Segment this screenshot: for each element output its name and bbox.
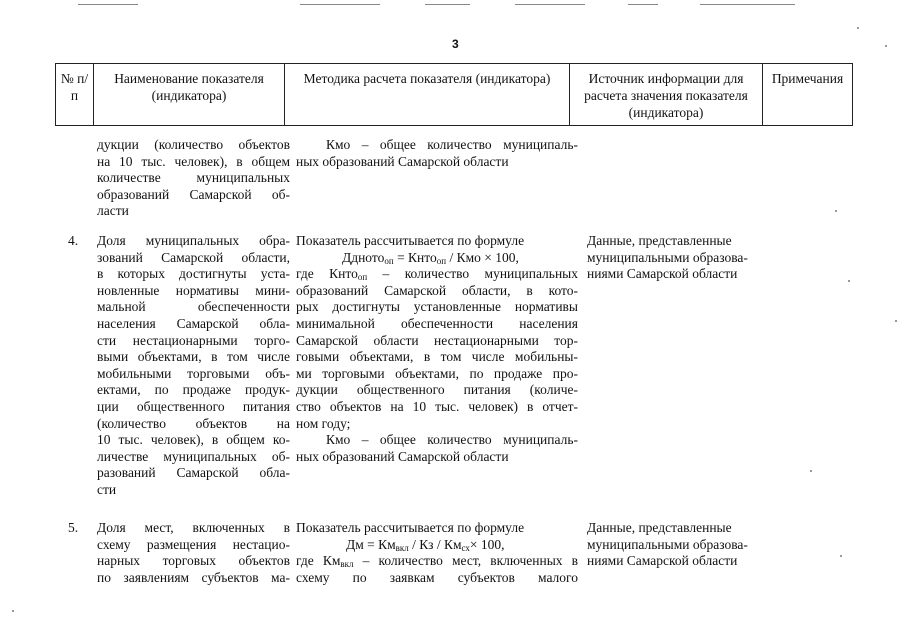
text-line: (количество объектов на <box>97 415 290 431</box>
text-line: населения Самарской обла- <box>97 315 290 331</box>
row5-source-cell <box>587 520 777 570</box>
text-line: личестве муниципальных об- <box>97 448 290 464</box>
text-line: схему размещения нестацио- <box>97 536 290 552</box>
scan-speck <box>895 320 897 322</box>
text-line: Кмо – общее количество муниципаль- <box>326 432 578 448</box>
text-line: ство объектов на 10 тыс. человек) в отчет- <box>296 398 578 414</box>
text-line: дукции общественного питания (количе- <box>296 382 578 398</box>
text-line: ектами, по продаже продук- <box>97 382 290 398</box>
text-line: где Кнто$_{оп}$ – количество муниципальных <box>296 266 578 283</box>
text-line: Кмо – общее количество муниципаль- <box>326 137 578 152</box>
text-line: Самарской области нестационарными тор- <box>296 332 578 348</box>
row4-method-cell <box>296 233 578 465</box>
header-col-notes: Примечания <box>763 64 853 126</box>
text-line: муниципальными образова- <box>587 249 748 265</box>
text-line: Доля мест, включенных в <box>97 520 290 535</box>
header-col-method: Методика расчета показателя (индикатора) <box>285 64 570 126</box>
text-line: сти <box>97 481 117 497</box>
method-intro: Показатель рассчитывается по формуле <box>296 233 525 248</box>
row5-name-cell <box>97 520 290 586</box>
top-rule <box>700 4 795 5</box>
text-line: в которых достигнуты уста- <box>97 266 290 282</box>
text-line: ниями Самарской области <box>587 553 738 569</box>
top-rule <box>78 4 138 5</box>
text-line: схему по заявкам субъектов малого <box>296 569 578 585</box>
text-line: мобильными торговыми объ- <box>97 365 290 381</box>
scan-speck <box>857 27 859 29</box>
text-line: ном году; <box>296 415 351 431</box>
text-line: где $Км_{вкл}$ – количество мест, включенных в <box>296 553 578 570</box>
text-line: на 10 тыс. человек), в общем <box>97 153 290 169</box>
text-line: рых достигнуты установленные нормативы <box>296 299 578 315</box>
top-rule <box>300 4 380 5</box>
scan-speck <box>12 610 14 612</box>
text-line: ции общественного питания <box>97 398 290 414</box>
scan-speck <box>840 555 842 557</box>
text-line: образований Самарской об- <box>97 186 290 202</box>
text-line: ных образований Самарской области <box>296 153 509 169</box>
row-number: 4. <box>68 233 79 248</box>
text-line: минимальной обеспеченности населения <box>296 315 578 331</box>
top-rule <box>628 4 658 5</box>
text-line: говыми объектами, в том числе мобильны- <box>296 349 578 365</box>
text-line: Доля муниципальных обра- <box>97 233 290 248</box>
page-number: 3 <box>452 37 459 51</box>
method-intro: Показатель рассчитывается по формуле <box>296 520 525 535</box>
header-col-name: Наименование показателя (индикатора) <box>94 64 285 126</box>
text-line: муниципальными образова- <box>587 536 748 552</box>
text-line: ласти <box>97 203 129 219</box>
text-line: Данные, представленные <box>587 520 732 535</box>
text-line: сти нестационарными торго- <box>97 332 290 348</box>
scan-speck <box>848 280 850 282</box>
row4-source-cell <box>587 233 777 283</box>
cont-name-cell <box>97 137 290 220</box>
text-line: образований Самарской области, в кото- <box>296 282 578 298</box>
header-col-number: № п/п <box>56 64 94 126</box>
text-line: 10 тыс. человек), в общем ко- <box>97 432 290 448</box>
text-line: мальной обеспеченности <box>97 299 290 315</box>
text-line: выми объектами, в том числе <box>97 349 290 365</box>
text-line: разований Самарской обла- <box>97 465 290 481</box>
formula: Дм = $Км_{вкл}$ / Кз / $Км_{сх}\times 100$, <box>346 536 505 553</box>
scan-speck <box>810 470 812 472</box>
scan-speck <box>885 45 887 47</box>
text-line: нарных торговых объектов <box>97 553 290 569</box>
row-number: 5. <box>68 520 79 535</box>
row5-method-cell <box>296 520 578 586</box>
scan-speck <box>835 210 837 212</box>
text-line: по заявлениям субъектов ма- <box>97 569 290 585</box>
text-line: новленные нормативы мини- <box>97 282 290 298</box>
table-header <box>55 63 853 126</box>
row4-name-cell <box>97 233 290 499</box>
header-col-source: Источник информации для расчета значения показателя (индикатора) <box>570 64 763 126</box>
text-line: ми торговыми объектами, по продаже про- <box>296 365 578 381</box>
top-rule <box>515 4 585 5</box>
text-line: зований Самарской области, <box>97 249 290 265</box>
text-line: Данные, представленные <box>587 233 732 248</box>
text-line: ниями Самарской области <box>587 266 738 282</box>
cont-method-cell <box>296 137 578 170</box>
text-line: ных образований Самарской области <box>296 448 509 464</box>
text-line: количестве муниципальных <box>97 170 290 186</box>
top-rule <box>425 4 470 5</box>
formula: Ддното$_{оп}$ = Кнто$_{оп}$ / Кмо × 100, <box>342 249 519 266</box>
text-line: дукции (количество объектов <box>97 137 290 152</box>
